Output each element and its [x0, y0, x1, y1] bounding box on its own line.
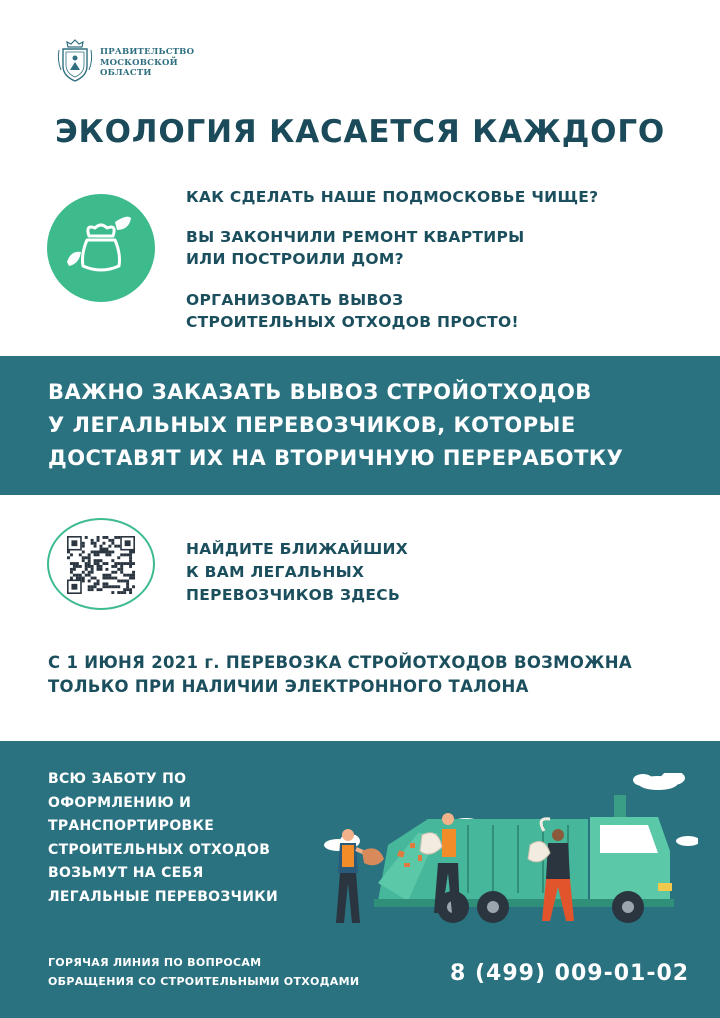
electronic-ticket-notice: С 1 ИЮНЯ 2021 г. ПЕРЕВОЗКА СТРОЙОТХОДОВ ВОЗМОЖНА ТОЛЬКО ПРИ НАЛИЧИИ ЭЛЕКТРОННОГО ТАЛОНА — [48, 653, 632, 696]
intro-icon-circle — [47, 194, 155, 302]
garbage-bag-leaf-icon — [47, 194, 155, 302]
qr-circle — [47, 518, 155, 610]
banner-text: ВАЖНО ЗАКАЗАТЬ ВЫВОЗ СТРОЙОТХОДОВ У ЛЕГАЛЬНЫХ ПЕРЕВОЗЧИКОВ, КОТОРЫЕ ДОСТАВЯТ ИХ НА ВТОРИЧНУЮ ПЕРЕРАБОТКУ — [48, 380, 624, 470]
qr-code-icon[interactable] — [67, 536, 135, 594]
carriers-care-text: ВСЮ ЗАБОТУ ПО ОФОРМЛЕНИЮ И ТРАНСПОРТИРОВКЕ СТРОИТЕЛЬНЫХ ОТХОДОВ ВОЗЬМУТ НА СЕБЯ ЛЕГАЛЬНЫЕ ПЕРЕВОЗЧИКИ — [48, 771, 279, 905]
moscow-oblast-coat-of-arms-icon — [56, 36, 94, 84]
intro-question-1: КАК СДЕЛАТЬ НАШЕ ПОДМОСКОВЬЕ ЧИЩЕ? — [186, 188, 599, 206]
garbage-truck-workers-illustration — [318, 773, 698, 933]
intro-question-2: ВЫ ЗАКОНЧИЛИ РЕМОНТ КВАРТИРЫ ИЛИ ПОСТРОИЛИ ДОМ? — [186, 228, 525, 268]
page-title: ЭКОЛОГИЯ КАСАЕТСЯ КАЖДОГО — [54, 114, 666, 150]
hotline-phone[interactable]: 8 (499) 009-01-02 — [450, 961, 690, 986]
government-logo — [56, 36, 196, 84]
logo-text: ПРАВИТЕЛЬСТВО МОСКОВСКОЙ ОБЛАСТИ — [100, 47, 195, 78]
hotline-text: ГОРЯЧАЯ ЛИНИЯ ПО ВОПРОСАМ ОБРАЩЕНИЯ СО СТРОИТЕЛЬНЫМИ ОТХОДАМИ — [48, 956, 360, 988]
intro-statement: ОРГАНИЗОВАТЬ ВЫВОЗ СТРОИТЕЛЬНЫХ ОТХОДОВ ПРОСТО! — [186, 291, 519, 331]
important-banner — [0, 356, 720, 495]
footer-band — [0, 741, 720, 1018]
find-carriers-text: НАЙДИТЕ БЛИЖАЙШИХ К ВАМ ЛЕГАЛЬНЫХ ПЕРЕВОЗЧИКОВ ЗДЕСЬ — [186, 540, 409, 604]
